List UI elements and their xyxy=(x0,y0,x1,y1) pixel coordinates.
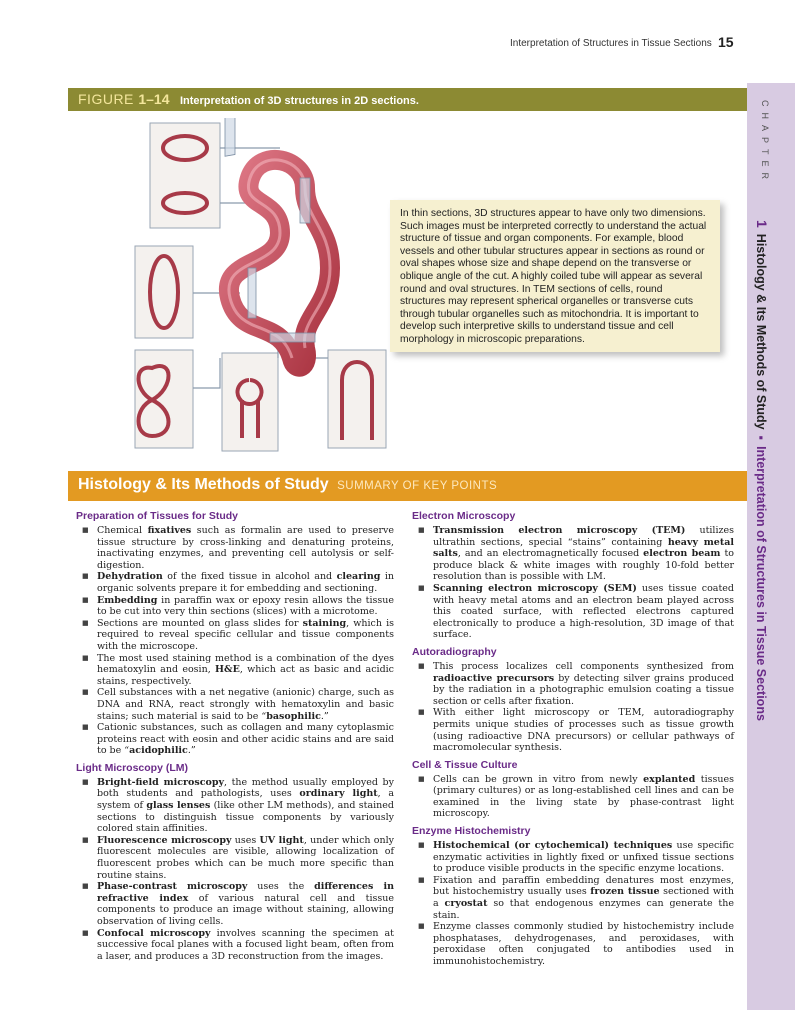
section-heading: Autoradiography xyxy=(412,645,497,658)
bullet-item: ■ Fluorescence microscopy uses UV light, under which only fluorescent molecules are visible, allowing localization of fluorescent probes which can be much more specific than routine stains. xyxy=(76,835,394,881)
sidebar-chapter-number: 1 xyxy=(754,220,770,228)
section-heading: Enzyme Histochemistry xyxy=(412,825,531,838)
summary-header-bar xyxy=(68,471,747,501)
figure-caption-bar xyxy=(68,88,747,111)
bullet-list xyxy=(412,661,734,754)
bullet-item: ■ Scanning electron microscopy (SEM) uses tissue coated with heavy metal atoms and an electron beam played across this coated surface, with reflected electrons captured electronically to produce a high-resolution, 3D image of that surface. xyxy=(412,583,734,641)
bullet-item: ■ Bright-field microscopy, the method usually employed by both students and pathologists, uses ordinary light, a system of glass lenses (like other LM methods), and stained sections to distinguish tissue components by variously colored stain affinities. xyxy=(76,777,394,835)
figure-caption: Interpretation of 3D structures in 2D sections. xyxy=(179,95,419,107)
bullet-item: ■ The most used staining method is a combination of the dyes hematoxylin and eosin, H&E, which act as basic and acidic stains, respectively. xyxy=(76,653,394,688)
summary-title: Histology & Its Methods of Study xyxy=(78,476,329,493)
running-header: Interpretation of Structures in Tissue Sections xyxy=(510,38,712,49)
section-heading: Preparation of Tissues for Study xyxy=(76,510,239,522)
bullet-list xyxy=(412,840,734,968)
bullet-item: ■ Fixation and paraffin embedding denatures most enzymes, but histochemistry usually uses frozen tissue sectioned with a cryostat so that endogenous enzymes can generate the stain. xyxy=(412,875,734,921)
bullet-item: ■ Confocal microscopy involves scanning the specimen at successive focal planes with a focused light beam, often from a laser, and produces a 3D reconstruction from the images. xyxy=(76,928,394,963)
bullet-item: ■ Cell substances with a net negative (anionic) charge, such as DNA and RNA, react strongly with hematoxylin and basic stains; such material is said to be “basophilic.” xyxy=(76,687,394,722)
summary-subtitle: SUMMARY OF KEY POINTS xyxy=(337,480,498,492)
figure-description: In thin sections, 3D structures appear to have only two dimensions. Such images must be interpreted correctly to understand the actual structure of tissue and organ components. For example, blood vessels and other tubular structures appear in sections as round or oval shapes whose size and shape depend on the transverse or oblique angle of the cut. A highly coiled tube will appear as several round and oval structures. In TEM sections of cells, round structures may represent spherical organelles or transverse cuts through tubular organelles such as mitochondria. It is important to develop such interpretive skills to understand tissue and cell morphology in microscopic preparations. xyxy=(390,200,720,352)
section-heading: Electron Microscopy xyxy=(412,510,516,522)
bullet-item: ■ Chemical fixatives such as formalin are used to preserve tissue structure by cross-linking and denaturing proteins, inactivating enzymes, and preventing cell autolysis or self-digestion. xyxy=(76,525,394,571)
sidebar-separator: ▪ xyxy=(754,435,768,441)
figure-label: FIGURE xyxy=(78,91,134,107)
page-number: 15 xyxy=(718,34,734,50)
bullet-list xyxy=(412,525,734,641)
bullet-item: ■ Dehydration of the fixed tissue in alcohol and clearing in organic solvents prepare it for embedding and sectioning. xyxy=(76,571,394,594)
bullet-list xyxy=(76,777,394,963)
summary-right-column xyxy=(412,505,734,968)
bullet-item: ■ Transmission electron microscopy (TEM) utilizes ultrathin sections, special “stains” containing heavy metal salts, and an electromagnetically focused electron beam to produce black & white images with roughly 10-fold better resolution than is possible with LM. xyxy=(412,525,734,583)
figure-number: 1–14 xyxy=(138,91,170,107)
bullet-item: ■ This process localizes cell components synthesized from radioactive precursors by detecting silver grains produced by the radiation in a photographic emulsion coating a tissue section or cells after fixation. xyxy=(412,661,734,707)
bullet-item: ■ Cells can be grown in vitro from newly explanted tissues (primary cultures) or as long-established cell lines and can be examined in the living state by phase-contrast light microscopy. xyxy=(412,774,734,820)
section-heading: Light Microscopy (LM) xyxy=(76,761,188,774)
bullet-item: ■ Sections are mounted on glass slides for staining, which is required to reveal specific cellular and tissue components with the microscope. xyxy=(76,618,394,653)
bullet-list xyxy=(412,774,734,820)
bullet-item: ■ Embedding in paraffin wax or epoxy resin allows the tissue to be cut into very thin sections (slices) with a microtome. xyxy=(76,595,394,618)
summary-left-column xyxy=(76,505,394,962)
sidebar-title-part-b: Interpretation of Structures in Tissue Sections xyxy=(754,446,768,721)
section-heading: Cell & Tissue Culture xyxy=(412,758,518,771)
sidebar-title xyxy=(754,220,770,721)
coiled-tube-illustration xyxy=(130,118,390,453)
bullet-item: ■ Histochemical (or cytochemical) techniques use specific enzymatic activities in lightly fixed or unfixed tissue sections to produce visible products in the specific enzyme locations. xyxy=(412,840,734,875)
sidebar-chapter-label: CHAPTER xyxy=(760,100,770,186)
bullet-item: ■ Enzyme classes commonly studied by histochemistry include phosphatases, dehydrogenases, and peroxidases, with peroxidase often conjugated to antibodies used in immunohistochemistry. xyxy=(412,921,734,967)
bullet-item: ■ Cationic substances, such as collagen and many cytoplasmic proteins react with eosin and other acidic stains and are said to be “acidophilic.” xyxy=(76,722,394,757)
bullet-item: ■ With either light microscopy or TEM, autoradiography permits unique studies of processes such as tissue growth (using radioactive DNA precursors) or cellular pathways of macromolecular synthesis. xyxy=(412,707,734,753)
bullet-item: ■ Phase-contrast microscopy uses the differences in refractive index of various natural cell and tissue components to produce an image without staining, allowing observation of living cells. xyxy=(76,881,394,927)
bullet-list xyxy=(76,525,394,757)
sidebar-title-part-a: Histology & Its Methods of Study xyxy=(754,233,768,430)
